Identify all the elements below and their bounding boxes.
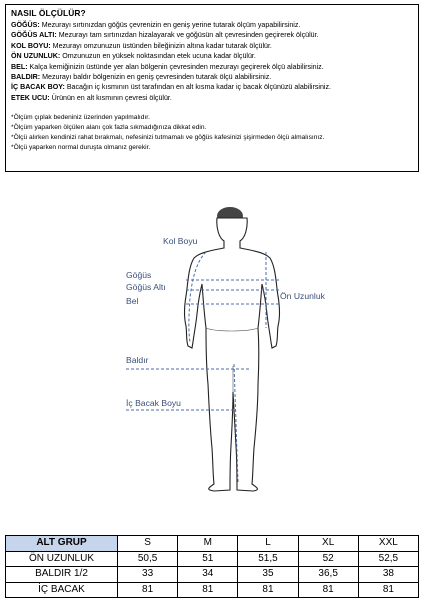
guide-line-gogus-alti bbox=[11, 30, 413, 40]
guide-text: Kalça kemiğinizin üstünde yer alan bölgenin çevresinden mezurayı geçirerek ölçü alabilirsiniz. bbox=[27, 62, 324, 71]
table-cell: 51 bbox=[178, 551, 238, 567]
guide-line-ic-bacak bbox=[11, 82, 413, 92]
table-cell: 51,5 bbox=[238, 551, 298, 567]
table-cell: 50,5 bbox=[118, 551, 178, 567]
table-header-cell: ALT GRUP bbox=[6, 536, 118, 552]
table-cell: 36,5 bbox=[298, 567, 358, 583]
table-row bbox=[6, 551, 419, 567]
guide-text: Mezurayı tam sırtınızdan hizalayarak ve göğüsün alt çevresinden geçirerek ölçülür. bbox=[56, 31, 319, 40]
guide-text: Mezurayı omzunuzun üstünden bileğinizin altına kadar tutarak ölçülür. bbox=[50, 41, 272, 50]
label-ic-bacak-boyu: İç Bacak Boyu bbox=[126, 398, 181, 408]
table-row bbox=[6, 582, 419, 598]
guide-line-kol-boyu bbox=[11, 41, 413, 51]
table-cell: 38 bbox=[358, 567, 418, 583]
guide-note: *Ölçü alırken kendinizi rahat bırakmalı, nefesinizi tutmamalı ve göğüs kafesinizi şişirmeden ölçü almalısınız. bbox=[11, 134, 325, 142]
table-header-cell: XL bbox=[298, 536, 358, 552]
guide-text: Omzunuzun en yüksek noktasından etek ucuna kadar ölçülür. bbox=[60, 52, 256, 61]
table-header-cell: S bbox=[118, 536, 178, 552]
table-cell: 52 bbox=[298, 551, 358, 567]
size-table bbox=[5, 535, 419, 598]
label-gogus-alti: Göğüs Altı bbox=[126, 282, 166, 292]
table-row-label: İÇ BACAK bbox=[6, 582, 118, 598]
guide-line-baldir bbox=[11, 72, 413, 82]
guide-term: GÖĞÜS ALTI: bbox=[11, 31, 57, 40]
table-cell: 34 bbox=[178, 567, 238, 583]
table-header-row bbox=[6, 536, 419, 552]
guide-term: ÖN UZUNLUK: bbox=[11, 52, 61, 61]
table-cell: 81 bbox=[298, 582, 358, 598]
guide-text: Ürünün en alt kısmının çevresi ölçülür. bbox=[49, 93, 172, 102]
table-cell: 52,5 bbox=[358, 551, 418, 567]
table-cell: 33 bbox=[118, 567, 178, 583]
label-baldir: Baldır bbox=[126, 355, 149, 365]
label-on-uzunluk: Ön Uzunluk bbox=[280, 291, 325, 301]
table-cell: 81 bbox=[238, 582, 298, 598]
guide-note: *Ölçüm yaparken ölçülen alanı çok fazla sıkmadığınıza dikkat edin. bbox=[11, 124, 207, 132]
measurement-guide bbox=[5, 4, 419, 172]
guide-term: GÖĞÜS: bbox=[11, 21, 40, 29]
table-header-cell: L bbox=[238, 536, 298, 552]
body-outline bbox=[185, 218, 280, 491]
guide-text: Mezurayı baldır bölgenizin en geniş çevresinden tutarak ölçü alabilirsiniz. bbox=[40, 73, 272, 82]
guide-line-bel bbox=[11, 62, 413, 72]
guide-term: ETEK UCU: bbox=[11, 93, 50, 102]
guide-notes bbox=[11, 113, 413, 153]
guide-note: *Ölçüm çıplak bedeniniz üzerinden yapılmalıdır. bbox=[11, 114, 150, 122]
label-kol-boyu: Kol Boyu bbox=[163, 236, 198, 246]
guide-term: İÇ BACAK BOY: bbox=[11, 83, 65, 92]
label-gogus: Göğüs bbox=[126, 270, 152, 280]
table-row-label: ÖN UZUNLUK bbox=[6, 551, 118, 567]
guide-line-gogus bbox=[11, 20, 413, 30]
table-header-cell: XXL bbox=[358, 536, 418, 552]
guide-term: KOL BOYU: bbox=[11, 41, 51, 50]
table-row-label: BALDIR 1/2 bbox=[6, 567, 118, 583]
body-figure-svg bbox=[0, 196, 424, 496]
guide-line-etek-ucu bbox=[11, 93, 413, 103]
table-cell: 35 bbox=[238, 567, 298, 583]
guide-term: BEL: bbox=[11, 62, 28, 71]
table-header-cell: M bbox=[178, 536, 238, 552]
guide-title: NASIL ÖLÇÜLÜR? bbox=[11, 8, 86, 18]
guide-line-on-uzunluk bbox=[11, 51, 413, 61]
guide-note: *Ölçü yaparken normal duruşta olmanız gerekir. bbox=[11, 144, 151, 152]
body-figure-area bbox=[0, 196, 424, 496]
table-cell: 81 bbox=[178, 582, 238, 598]
guide-text: Mezurayı sırtınızdan göğüs çevrenizin en geniş yerine tutarak ölçüm yapabilirsiniz. bbox=[39, 21, 301, 29]
guide-text: Bacağın iç kısmının üst tarafından en alt kısma kadar iç bacak ölçünüzü alabilirsiniz. bbox=[64, 83, 332, 92]
table-cell: 81 bbox=[358, 582, 418, 598]
guide-lines bbox=[11, 20, 413, 103]
guide-term: BALDIR: bbox=[11, 73, 41, 82]
table-cell: 81 bbox=[118, 582, 178, 598]
label-bel: Bel bbox=[126, 296, 139, 306]
table-row bbox=[6, 567, 419, 583]
